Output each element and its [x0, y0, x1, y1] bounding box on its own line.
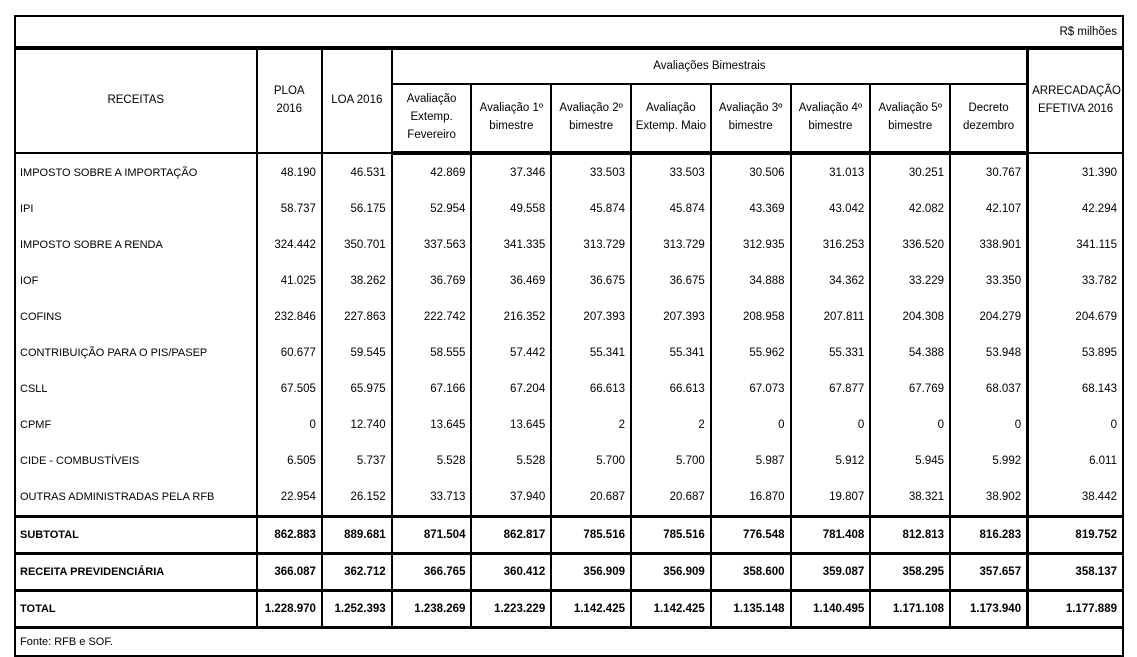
cell-decreto-dez: 38.902: [950, 479, 1028, 517]
cell-aval-2-bim: 1.142.425: [551, 591, 631, 628]
row-label: SUBTOTAL: [15, 517, 257, 554]
cell-aval-5-bim: 0: [870, 407, 950, 443]
cell-aval-4-bim: 67.877: [791, 371, 871, 407]
cell-arrecadacao-efetiva: 358.137: [1028, 554, 1123, 591]
table-row: [15, 299, 1123, 335]
column-header-avaliacao-1-bimestre: Avaliação 1º bimestre: [471, 84, 551, 153]
cell-aval-5-bim: 67.769: [870, 371, 950, 407]
column-header-avaliacao-3-bimestre: Avaliação 3º bimestre: [711, 84, 791, 153]
cell-loa: 227.863: [322, 299, 392, 335]
table-row: [15, 479, 1123, 517]
row-label: IPI: [15, 191, 257, 227]
totals-rows: [15, 517, 1123, 628]
cell-arrecadacao-efetiva: 0: [1028, 407, 1123, 443]
column-header-ploa-2016: PLOA 2016: [257, 48, 322, 153]
cell-aval-2-bim: 785.516: [551, 517, 631, 554]
column-header-receitas: RECEITAS: [15, 48, 257, 153]
cell-aval-2-bim: 20.687: [551, 479, 631, 517]
cell-aval-3-bim: 5.987: [711, 443, 791, 479]
cell-ploa: 67.505: [257, 371, 322, 407]
cell-aval-4-bim: 34.362: [791, 263, 871, 299]
cell-aval-2-bim: 55.341: [551, 335, 631, 371]
cell-aval-extemp-maio: 20.687: [631, 479, 711, 517]
row-label: OUTRAS ADMINISTRADAS PELA RFB: [15, 479, 257, 517]
cell-loa: 889.681: [322, 517, 392, 554]
table-row: [15, 227, 1123, 263]
cell-aval-1-bim: 37.346: [471, 153, 551, 191]
cell-decreto-dez: 42.107: [950, 191, 1028, 227]
cell-aval-4-bim: 207.811: [791, 299, 871, 335]
cell-aval-2-bim: 5.700: [551, 443, 631, 479]
cell-aval-extemp-fev: 13.645: [392, 407, 472, 443]
cell-ploa: 1.228.970: [257, 591, 322, 628]
cell-aval-1-bim: 5.528: [471, 443, 551, 479]
cell-aval-2-bim: 356.909: [551, 554, 631, 591]
cell-aval-1-bim: 57.442: [471, 335, 551, 371]
cell-aval-extemp-maio: 207.393: [631, 299, 711, 335]
cell-arrecadacao-efetiva: 38.442: [1028, 479, 1123, 517]
table-row: [15, 407, 1123, 443]
cell-aval-3-bim: 30.506: [711, 153, 791, 191]
cell-aval-4-bim: 359.087: [791, 554, 871, 591]
cell-aval-4-bim: 0: [791, 407, 871, 443]
cell-aval-1-bim: 49.558: [471, 191, 551, 227]
cell-aval-extemp-fev: 5.528: [392, 443, 472, 479]
cell-aval-4-bim: 55.331: [791, 335, 871, 371]
table-row: [15, 335, 1123, 371]
cell-aval-extemp-fev: 58.555: [392, 335, 472, 371]
cell-decreto-dez: 204.279: [950, 299, 1028, 335]
row-label: CSLL: [15, 371, 257, 407]
group-header-avaliacoes-bimestrais: Avaliações Bimestrais: [392, 48, 1028, 84]
row-label: COFINS: [15, 299, 257, 335]
cell-aval-2-bim: 66.613: [551, 371, 631, 407]
column-header-avaliacao-2-bimestre: Avaliação 2º bimestre: [551, 84, 631, 153]
cell-aval-5-bim: 5.945: [870, 443, 950, 479]
cell-aval-5-bim: 54.388: [870, 335, 950, 371]
cell-aval-3-bim: 16.870: [711, 479, 791, 517]
table-row: [15, 153, 1123, 191]
cell-aval-4-bim: 19.807: [791, 479, 871, 517]
header-row-main: [15, 48, 1123, 84]
cell-decreto-dez: 53.948: [950, 335, 1028, 371]
cell-loa: 350.701: [322, 227, 392, 263]
column-header-arrecadacao-efetiva: ARRECADAÇÃO EFETIVA 2016: [1028, 48, 1123, 153]
table-row: [15, 191, 1123, 227]
row-label: CONTRIBUIÇÃO PARA O PIS/PASEP: [15, 335, 257, 371]
subtotal-row: [15, 517, 1123, 554]
revenue-table: [14, 15, 1124, 657]
cell-aval-1-bim: 13.645: [471, 407, 551, 443]
cell-decreto-dez: 68.037: [950, 371, 1028, 407]
row-label: CIDE - COMBUSTÍVEIS: [15, 443, 257, 479]
cell-loa: 59.545: [322, 335, 392, 371]
cell-decreto-dez: 338.901: [950, 227, 1028, 263]
cell-aval-2-bim: 207.393: [551, 299, 631, 335]
cell-aval-2-bim: 2: [551, 407, 631, 443]
row-label: CPMF: [15, 407, 257, 443]
table-row: [15, 443, 1123, 479]
cell-aval-4-bim: 31.013: [791, 153, 871, 191]
cell-aval-1-bim: 862.817: [471, 517, 551, 554]
cell-arrecadacao-efetiva: 6.011: [1028, 443, 1123, 479]
cell-loa: 46.531: [322, 153, 392, 191]
cell-ploa: 6.505: [257, 443, 322, 479]
cell-ploa: 60.677: [257, 335, 322, 371]
unit-label: R$ milhões: [15, 16, 1123, 48]
cell-aval-3-bim: 55.962: [711, 335, 791, 371]
cell-aval-1-bim: 36.469: [471, 263, 551, 299]
cell-aval-5-bim: 38.321: [870, 479, 950, 517]
cell-arrecadacao-efetiva: 68.143: [1028, 371, 1123, 407]
cell-ploa: 366.087: [257, 554, 322, 591]
cell-arrecadacao-efetiva: 1.177.889: [1028, 591, 1123, 628]
cell-loa: 56.175: [322, 191, 392, 227]
cell-aval-extemp-maio: 5.700: [631, 443, 711, 479]
cell-aval-2-bim: 45.874: [551, 191, 631, 227]
cell-aval-4-bim: 1.140.495: [791, 591, 871, 628]
cell-aval-extemp-fev: 67.166: [392, 371, 472, 407]
table-row: [15, 263, 1123, 299]
cell-ploa: 862.883: [257, 517, 322, 554]
cell-aval-4-bim: 43.042: [791, 191, 871, 227]
cell-aval-1-bim: 1.223.229: [471, 591, 551, 628]
cell-aval-2-bim: 313.729: [551, 227, 631, 263]
total-row: [15, 591, 1123, 628]
cell-arrecadacao-efetiva: 33.782: [1028, 263, 1123, 299]
source-row: [15, 628, 1123, 657]
cell-aval-1-bim: 37.940: [471, 479, 551, 517]
cell-decreto-dez: 816.283: [950, 517, 1028, 554]
cell-aval-extemp-maio: 785.516: [631, 517, 711, 554]
row-label: TOTAL: [15, 591, 257, 628]
cell-aval-3-bim: 34.888: [711, 263, 791, 299]
receita-previdenciaria-row: [15, 554, 1123, 591]
row-label: RECEITA PREVIDENCIÁRIA: [15, 554, 257, 591]
cell-aval-3-bim: 358.600: [711, 554, 791, 591]
cell-aval-5-bim: 33.229: [870, 263, 950, 299]
cell-aval-extemp-maio: 2: [631, 407, 711, 443]
source-note: Fonte: RFB e SOF.: [15, 628, 1123, 657]
row-label: IMPOSTO SOBRE A IMPORTAÇÃO: [15, 153, 257, 191]
table-row: [15, 371, 1123, 407]
cell-aval-4-bim: 316.253: [791, 227, 871, 263]
cell-aval-extemp-maio: 45.874: [631, 191, 711, 227]
cell-ploa: 22.954: [257, 479, 322, 517]
cell-aval-5-bim: 1.171.108: [870, 591, 950, 628]
cell-aval-5-bim: 30.251: [870, 153, 950, 191]
cell-aval-extemp-maio: 313.729: [631, 227, 711, 263]
cell-aval-extemp-fev: 366.765: [392, 554, 472, 591]
cell-loa: 1.252.393: [322, 591, 392, 628]
cell-aval-extemp-maio: 1.142.425: [631, 591, 711, 628]
cell-arrecadacao-efetiva: 31.390: [1028, 153, 1123, 191]
cell-arrecadacao-efetiva: 42.294: [1028, 191, 1123, 227]
cell-ploa: 324.442: [257, 227, 322, 263]
cell-aval-1-bim: 341.335: [471, 227, 551, 263]
cell-loa: 362.712: [322, 554, 392, 591]
cell-aval-extemp-maio: 66.613: [631, 371, 711, 407]
cell-aval-extemp-maio: 55.341: [631, 335, 711, 371]
column-header-loa-2016: LOA 2016: [322, 48, 392, 153]
cell-aval-extemp-maio: 356.909: [631, 554, 711, 591]
cell-aval-3-bim: 208.958: [711, 299, 791, 335]
cell-aval-3-bim: 1.135.148: [711, 591, 791, 628]
cell-loa: 12.740: [322, 407, 392, 443]
cell-aval-3-bim: 776.548: [711, 517, 791, 554]
cell-aval-1-bim: 67.204: [471, 371, 551, 407]
cell-aval-extemp-fev: 871.504: [392, 517, 472, 554]
cell-aval-5-bim: 358.295: [870, 554, 950, 591]
data-rows: [15, 153, 1123, 517]
cell-aval-extemp-fev: 337.563: [392, 227, 472, 263]
cell-decreto-dez: 5.992: [950, 443, 1028, 479]
cell-aval-3-bim: 67.073: [711, 371, 791, 407]
cell-decreto-dez: 1.173.940: [950, 591, 1028, 628]
cell-aval-3-bim: 312.935: [711, 227, 791, 263]
cell-aval-extemp-fev: 36.769: [392, 263, 472, 299]
cell-ploa: 0: [257, 407, 322, 443]
cell-aval-1-bim: 216.352: [471, 299, 551, 335]
cell-aval-1-bim: 360.412: [471, 554, 551, 591]
column-header-avaliacao-4-bimestre: Avaliação 4º bimestre: [791, 84, 871, 153]
cell-aval-extemp-fev: 42.869: [392, 153, 472, 191]
cell-arrecadacao-efetiva: 204.679: [1028, 299, 1123, 335]
cell-loa: 5.737: [322, 443, 392, 479]
cell-aval-extemp-fev: 222.742: [392, 299, 472, 335]
cell-loa: 65.975: [322, 371, 392, 407]
cell-decreto-dez: 357.657: [950, 554, 1028, 591]
cell-ploa: 58.737: [257, 191, 322, 227]
cell-aval-2-bim: 33.503: [551, 153, 631, 191]
cell-ploa: 41.025: [257, 263, 322, 299]
cell-arrecadacao-efetiva: 819.752: [1028, 517, 1123, 554]
cell-decreto-dez: 33.350: [950, 263, 1028, 299]
cell-aval-extemp-maio: 36.675: [631, 263, 711, 299]
cell-aval-extemp-fev: 33.713: [392, 479, 472, 517]
cell-aval-4-bim: 781.408: [791, 517, 871, 554]
cell-arrecadacao-efetiva: 53.895: [1028, 335, 1123, 371]
cell-aval-3-bim: 43.369: [711, 191, 791, 227]
cell-decreto-dez: 0: [950, 407, 1028, 443]
cell-aval-5-bim: 204.308: [870, 299, 950, 335]
cell-ploa: 48.190: [257, 153, 322, 191]
column-header-avaliacao-5-bimestre: Avaliação 5º bimestre: [870, 84, 950, 153]
cell-aval-extemp-fev: 1.238.269: [392, 591, 472, 628]
cell-ploa: 232.846: [257, 299, 322, 335]
column-header-avaliacao-extemp-maio: Avaliação Extemp. Maio: [631, 84, 711, 153]
unit-row: [15, 16, 1123, 48]
row-label: IOF: [15, 263, 257, 299]
column-header-decreto-dezembro: Decreto dezembro: [950, 84, 1028, 153]
cell-decreto-dez: 30.767: [950, 153, 1028, 191]
cell-aval-3-bim: 0: [711, 407, 791, 443]
cell-aval-5-bim: 812.813: [870, 517, 950, 554]
cell-loa: 26.152: [322, 479, 392, 517]
cell-aval-extemp-fev: 52.954: [392, 191, 472, 227]
cell-aval-5-bim: 42.082: [870, 191, 950, 227]
cell-arrecadacao-efetiva: 341.115: [1028, 227, 1123, 263]
cell-loa: 38.262: [322, 263, 392, 299]
cell-aval-2-bim: 36.675: [551, 263, 631, 299]
row-label: IMPOSTO SOBRE A RENDA: [15, 227, 257, 263]
cell-aval-4-bim: 5.912: [791, 443, 871, 479]
cell-aval-extemp-maio: 33.503: [631, 153, 711, 191]
cell-aval-5-bim: 336.520: [870, 227, 950, 263]
column-header-avaliacao-extemp-fevereiro: Avaliação Extemp. Fevereiro: [392, 84, 472, 153]
